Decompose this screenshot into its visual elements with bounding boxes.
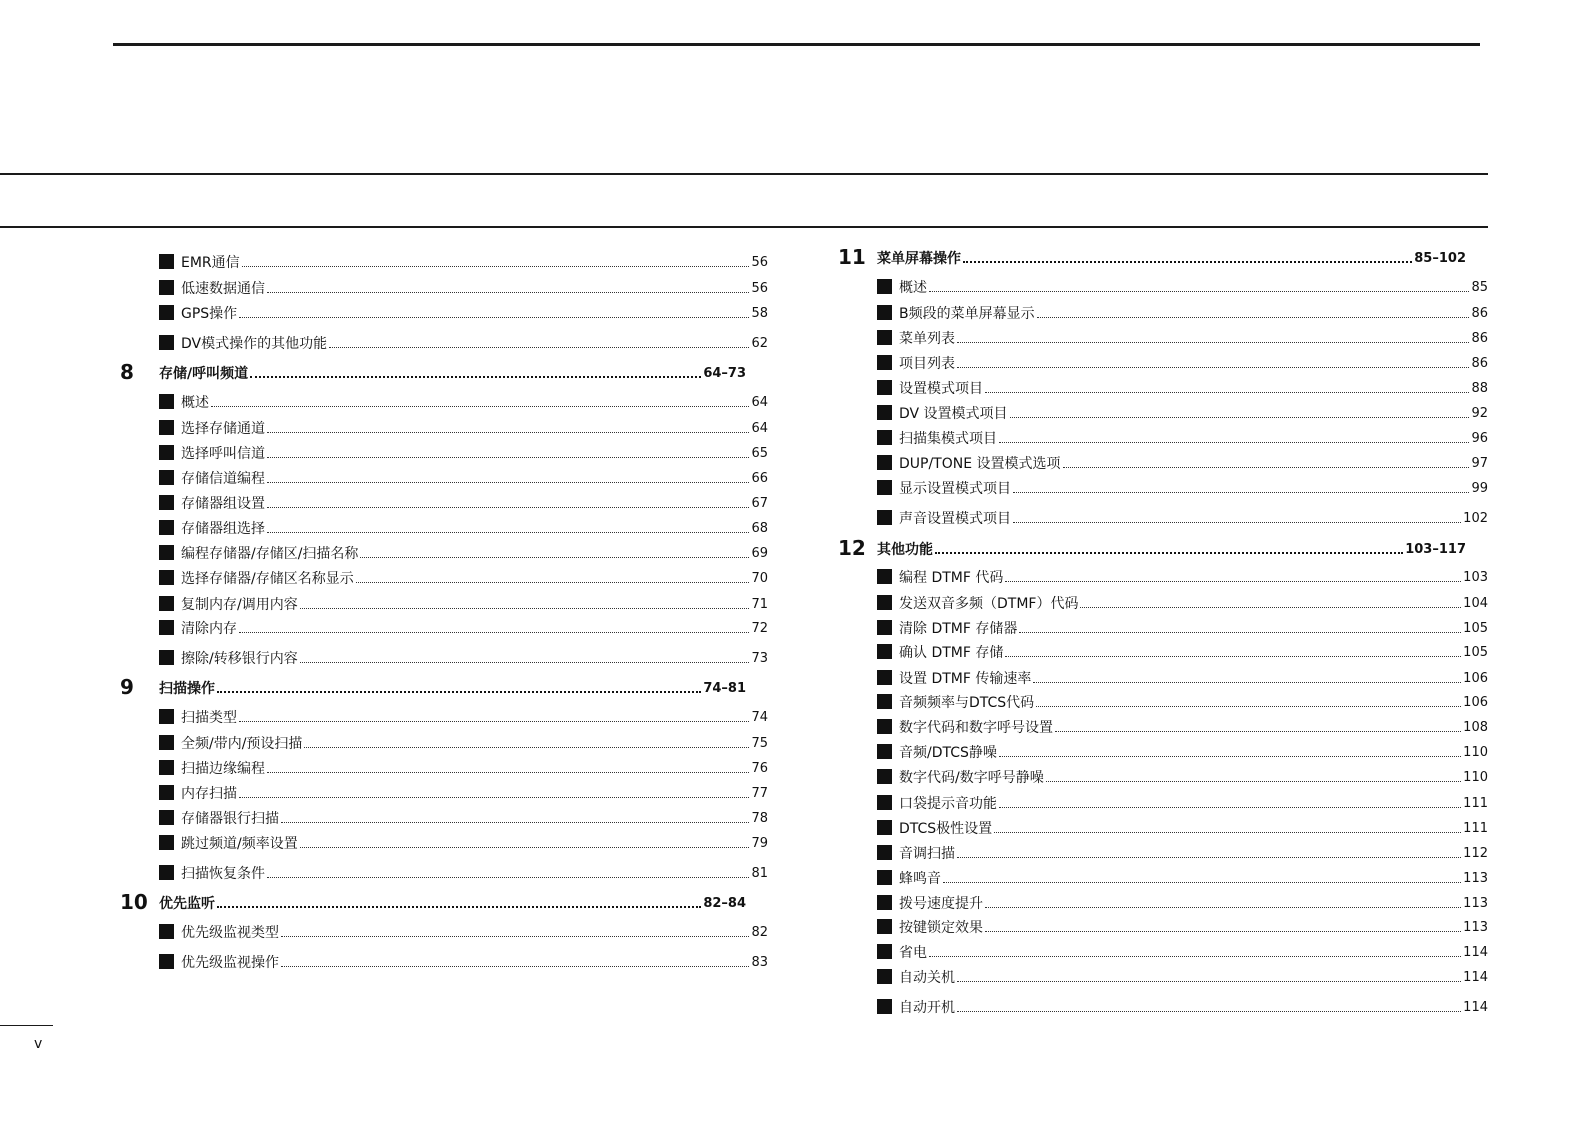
square-bullet-icon <box>877 405 892 420</box>
square-bullet-icon <box>877 845 892 860</box>
toc-entry-row <box>838 917 1488 937</box>
dot-leader <box>267 482 749 483</box>
entry-title: 音频频率与DTCS代码 <box>899 695 1035 711</box>
entry-title: 复制内存/调用内容 <box>181 597 298 613</box>
entry-title: 擦除/转移银行内容 <box>181 651 298 667</box>
square-bullet-icon <box>159 495 174 510</box>
entry-page: 110 <box>1463 745 1488 760</box>
entry-page: 105 <box>1463 645 1488 660</box>
dot-leader <box>943 882 1461 883</box>
entry-page: 104 <box>1463 596 1488 611</box>
square-bullet-icon <box>877 769 892 784</box>
dot-leader <box>1080 607 1461 608</box>
toc-entry-row <box>838 453 1488 473</box>
dot-leader <box>356 582 750 583</box>
toc-entry-row <box>120 618 768 638</box>
dot-leader <box>985 392 1469 393</box>
entry-title: 设置 DTMF 传输速率 <box>899 671 1032 687</box>
square-bullet-icon <box>159 650 174 665</box>
entry-page: 81 <box>751 866 768 881</box>
toc-entry-row <box>838 508 1488 528</box>
entry-page: 72 <box>751 621 768 636</box>
square-bullet-icon <box>159 335 174 350</box>
entry-page: 106 <box>1463 695 1488 710</box>
toc-entry-row <box>838 668 1488 688</box>
dot-leader <box>999 807 1461 808</box>
square-bullet-icon <box>159 596 174 611</box>
entry-page: 85 <box>1471 280 1488 295</box>
entry-title: 数字代码/数字呼号静噪 <box>899 770 1044 786</box>
square-bullet-icon <box>159 810 174 825</box>
dot-leader <box>267 532 749 533</box>
toc-entry-row <box>838 303 1488 323</box>
entry-title: DUP/TONE 设置模式选项 <box>899 456 1061 472</box>
dot-leader <box>1019 632 1461 633</box>
square-bullet-icon <box>877 279 892 294</box>
toc-entry-row <box>120 543 768 563</box>
entry-title: 选择存储器/存储区名称显示 <box>181 571 354 587</box>
entry-title: 按键锁定效果 <box>899 920 983 936</box>
toc-entry-row <box>120 833 768 853</box>
entry-title: 选择呼叫信道 <box>181 446 265 462</box>
entry-title: 数字代码和数字呼号设置 <box>899 720 1053 736</box>
toc-entry-row <box>120 758 768 778</box>
dot-leader <box>239 317 749 318</box>
entry-page: 112 <box>1463 846 1488 861</box>
entry-page: 67 <box>751 496 768 511</box>
entry-title: DV模式操作的其他功能 <box>181 336 328 352</box>
entry-page: 56 <box>751 255 768 270</box>
entry-page: 75 <box>751 736 768 751</box>
dot-leader <box>985 907 1461 908</box>
toc-entry-row <box>838 967 1488 987</box>
entry-title: 存储器组设置 <box>181 496 265 512</box>
entry-title: 音频/DTCS静噪 <box>899 745 997 761</box>
toc-entry-row <box>120 952 768 972</box>
entry-page: 114 <box>1463 1000 1488 1015</box>
entry-page: 71 <box>751 597 768 612</box>
toc-entry-row <box>838 868 1488 888</box>
dot-leader <box>963 261 1412 263</box>
entry-page: 70 <box>751 571 768 586</box>
square-bullet-icon <box>877 919 892 934</box>
dot-leader <box>267 457 749 458</box>
entry-title: 蜂鸣音 <box>899 871 941 887</box>
dot-leader <box>281 936 749 937</box>
entry-title: EMR通信 <box>181 255 240 271</box>
dot-leader <box>957 857 1461 858</box>
dot-leader <box>935 552 1403 554</box>
entry-page: 105 <box>1463 621 1488 636</box>
entry-page: 77 <box>751 786 768 801</box>
square-bullet-icon <box>877 480 892 495</box>
entry-title: 编程 DTMF 代码 <box>899 570 1004 586</box>
dot-leader <box>1010 417 1470 418</box>
dot-leader <box>300 847 750 848</box>
toc-entry-row <box>838 793 1488 813</box>
dot-leader <box>250 376 701 378</box>
dot-leader <box>1063 467 1470 468</box>
toc-entry-row <box>120 418 768 438</box>
entry-title: 编程存储器/存储区/扫描名称 <box>181 546 359 562</box>
dot-leader <box>929 291 1469 292</box>
entry-title: B频段的菜单屏幕显示 <box>899 306 1035 322</box>
toc-chapter-row <box>838 536 1488 560</box>
entry-page: 58 <box>751 306 768 321</box>
entry-page: 79 <box>751 836 768 851</box>
toc-right-column <box>838 0 1488 1040</box>
toc-entry-row <box>120 278 768 298</box>
chapter-number: 8 <box>120 360 134 384</box>
square-bullet-icon <box>877 595 892 610</box>
entry-title: DV 设置模式项目 <box>899 406 1008 422</box>
toc-entry-row <box>120 783 768 803</box>
toc-entry-row <box>120 808 768 828</box>
entry-page: 96 <box>1471 431 1488 446</box>
toc-entry-row <box>838 942 1488 962</box>
square-bullet-icon <box>159 520 174 535</box>
toc-entry-row <box>838 742 1488 762</box>
entry-title: 存储器银行扫描 <box>181 811 279 827</box>
entry-title: 自动关机 <box>899 970 955 986</box>
toc-entry-row <box>838 767 1488 787</box>
entry-page: 83 <box>751 955 768 970</box>
dot-leader <box>267 507 749 508</box>
dot-leader <box>217 906 701 908</box>
entry-title: 全频/带内/预设扫描 <box>181 736 303 752</box>
toc-entry-row <box>120 594 768 614</box>
square-bullet-icon <box>877 644 892 659</box>
chapter-title: 菜单屏幕操作 <box>877 251 961 267</box>
toc-entry-row <box>120 568 768 588</box>
toc-entry-row <box>120 648 768 668</box>
dot-leader <box>281 966 749 967</box>
entry-page: 103 <box>1463 570 1488 585</box>
square-bullet-icon <box>159 924 174 939</box>
entry-page: 114 <box>1463 945 1488 960</box>
toc-entry-row <box>120 863 768 883</box>
entry-title: 概述 <box>181 395 209 411</box>
entry-title: 清除 DTMF 存储器 <box>899 621 1018 637</box>
footer-rule <box>0 1025 53 1026</box>
dot-leader <box>957 1011 1461 1012</box>
chapter-page-range: 82–84 <box>703 896 746 911</box>
entry-page: 86 <box>1471 306 1488 321</box>
dot-leader <box>300 608 750 609</box>
toc-entry-row <box>838 403 1488 423</box>
entry-title: 省电 <box>899 945 927 961</box>
entry-page: 86 <box>1471 356 1488 371</box>
square-bullet-icon <box>877 430 892 445</box>
dot-leader <box>281 822 749 823</box>
entry-page: 64 <box>751 421 768 436</box>
entry-page: 108 <box>1463 720 1488 735</box>
chapter-title: 扫描操作 <box>159 681 215 697</box>
chapter-page-range: 74–81 <box>703 681 746 696</box>
entry-title: 拨号速度提升 <box>899 896 983 912</box>
entry-page: 66 <box>751 471 768 486</box>
square-bullet-icon <box>877 330 892 345</box>
toc-chapter-row <box>120 890 768 914</box>
square-bullet-icon <box>159 735 174 750</box>
entry-page: 111 <box>1463 821 1488 836</box>
square-bullet-icon <box>159 545 174 560</box>
page-number: v <box>34 1036 43 1052</box>
dot-leader <box>999 442 1469 443</box>
entry-page: 78 <box>751 811 768 826</box>
square-bullet-icon <box>877 719 892 734</box>
entry-page: 64 <box>751 395 768 410</box>
chapter-title: 优先监听 <box>159 896 215 912</box>
square-bullet-icon <box>877 620 892 635</box>
entry-page: 82 <box>751 925 768 940</box>
dot-leader <box>1037 317 1470 318</box>
dot-leader <box>239 632 749 633</box>
entry-page: 68 <box>751 521 768 536</box>
entry-title: 存储信道编程 <box>181 471 265 487</box>
entry-page: 56 <box>751 281 768 296</box>
entry-title: 显示设置模式项目 <box>899 481 1011 497</box>
entry-title: 优先级监视操作 <box>181 955 279 971</box>
toc-entry-row <box>838 692 1488 712</box>
toc-entry-row <box>120 333 768 353</box>
entry-page: 74 <box>751 710 768 725</box>
square-bullet-icon <box>159 570 174 585</box>
entry-page: 76 <box>751 761 768 776</box>
square-bullet-icon <box>159 760 174 775</box>
square-bullet-icon <box>159 470 174 485</box>
square-bullet-icon <box>877 510 892 525</box>
square-bullet-icon <box>159 254 174 269</box>
entry-page: 97 <box>1471 456 1488 471</box>
entry-title: 确认 DTMF 存储 <box>899 645 1004 661</box>
toc-left-column <box>120 0 768 1000</box>
square-bullet-icon <box>159 305 174 320</box>
dot-leader <box>957 367 1469 368</box>
square-bullet-icon <box>877 895 892 910</box>
toc-entry-row <box>838 378 1488 398</box>
entry-title: 扫描集模式项目 <box>899 431 997 447</box>
toc-entry-row <box>838 997 1488 1017</box>
dot-leader <box>1013 492 1469 493</box>
entry-page: 73 <box>751 651 768 666</box>
toc-entry-row <box>838 818 1488 838</box>
square-bullet-icon <box>159 280 174 295</box>
dot-leader <box>304 747 749 748</box>
entry-page: 113 <box>1463 871 1488 886</box>
entry-page: 65 <box>751 446 768 461</box>
entry-title: 声音设置模式项目 <box>899 511 1011 527</box>
entry-page: 99 <box>1471 481 1488 496</box>
toc-entry-row <box>120 707 768 727</box>
square-bullet-icon <box>877 744 892 759</box>
chapter-page-range: 64–73 <box>703 366 746 381</box>
toc-entry-row <box>120 922 768 942</box>
dot-leader <box>1005 656 1461 657</box>
toc-entry-row <box>120 733 768 753</box>
entry-title: 扫描恢复条件 <box>181 866 265 882</box>
square-bullet-icon <box>159 394 174 409</box>
entry-title: 菜单列表 <box>899 331 955 347</box>
square-bullet-icon <box>877 870 892 885</box>
entry-title: 内存扫描 <box>181 786 237 802</box>
dot-leader <box>267 432 749 433</box>
chapter-title: 其他功能 <box>877 542 933 558</box>
chapter-number: 9 <box>120 675 134 699</box>
entry-page: 102 <box>1463 511 1488 526</box>
dot-leader <box>985 931 1461 932</box>
square-bullet-icon <box>877 999 892 1014</box>
entry-title: 跳过频道/频率设置 <box>181 836 298 852</box>
chapter-page-range: 103–117 <box>1405 542 1466 557</box>
square-bullet-icon <box>159 785 174 800</box>
toc-entry-row <box>838 277 1488 297</box>
toc-entry-row <box>838 717 1488 737</box>
dot-leader <box>267 772 749 773</box>
dot-leader <box>999 756 1461 757</box>
square-bullet-icon <box>877 305 892 320</box>
toc-entry-row <box>838 428 1488 448</box>
square-bullet-icon <box>877 380 892 395</box>
toc-entry-row <box>120 443 768 463</box>
dot-leader <box>267 292 749 293</box>
square-bullet-icon <box>877 670 892 685</box>
toc-entry-row <box>120 303 768 323</box>
square-bullet-icon <box>877 820 892 835</box>
square-bullet-icon <box>159 954 174 969</box>
entry-title: 设置模式项目 <box>899 381 983 397</box>
entry-title: 自动开机 <box>899 1000 955 1016</box>
toc-entry-row <box>120 493 768 513</box>
dot-leader <box>242 266 750 267</box>
toc-entry-row <box>120 468 768 488</box>
entry-title: 音调扫描 <box>899 846 955 862</box>
toc-entry-row <box>838 843 1488 863</box>
square-bullet-icon <box>159 835 174 850</box>
square-bullet-icon <box>159 865 174 880</box>
dot-leader <box>1055 731 1461 732</box>
square-bullet-icon <box>877 569 892 584</box>
square-bullet-icon <box>877 455 892 470</box>
toc-entry-row <box>838 593 1488 613</box>
entry-page: 88 <box>1471 381 1488 396</box>
dot-leader <box>239 721 749 722</box>
chapter-number: 10 <box>120 890 148 914</box>
toc-entry-row <box>838 893 1488 913</box>
entry-title: 清除内存 <box>181 621 237 637</box>
toc-chapter-row <box>120 675 768 699</box>
chapter-number: 12 <box>838 536 866 560</box>
dot-leader <box>929 956 1461 957</box>
entry-page: 111 <box>1463 796 1488 811</box>
toc-entry-row <box>838 328 1488 348</box>
entry-title: GPS操作 <box>181 306 238 322</box>
entry-title: DTCS极性设置 <box>899 821 993 837</box>
dot-leader <box>329 347 749 348</box>
dot-leader <box>360 557 749 558</box>
chapter-title: 存储/呼叫频道 <box>159 366 249 382</box>
toc-entry-row <box>838 642 1488 662</box>
dot-leader <box>217 691 701 693</box>
dot-leader <box>994 832 1461 833</box>
square-bullet-icon <box>877 969 892 984</box>
entry-page: 113 <box>1463 896 1488 911</box>
entry-page: 110 <box>1463 770 1488 785</box>
dot-leader <box>239 797 749 798</box>
entry-title: 概述 <box>899 280 927 296</box>
dot-leader <box>957 342 1469 343</box>
entry-title: 低速数据通信 <box>181 281 265 297</box>
square-bullet-icon <box>877 795 892 810</box>
dot-leader <box>1033 682 1461 683</box>
entry-page: 62 <box>751 336 768 351</box>
square-bullet-icon <box>877 355 892 370</box>
chapter-page-range: 85–102 <box>1414 251 1466 266</box>
entry-title: 存储器组选择 <box>181 521 265 537</box>
entry-page: 86 <box>1471 331 1488 346</box>
square-bullet-icon <box>877 694 892 709</box>
entry-title: 扫描边缘编程 <box>181 761 265 777</box>
toc-chapter-row <box>120 360 768 384</box>
dot-leader <box>211 406 749 407</box>
dot-leader <box>267 877 749 878</box>
entry-title: 优先级监视类型 <box>181 925 279 941</box>
entry-page: 113 <box>1463 920 1488 935</box>
toc-entry-row <box>838 618 1488 638</box>
entry-title: 扫描类型 <box>181 710 237 726</box>
entry-page: 92 <box>1471 406 1488 421</box>
dot-leader <box>1046 781 1461 782</box>
entry-page: 69 <box>751 546 768 561</box>
toc-entry-row <box>120 392 768 412</box>
square-bullet-icon <box>159 709 174 724</box>
dot-leader <box>1036 706 1461 707</box>
entry-title: 发送双音多频（DTMF）代码 <box>899 596 1079 612</box>
toc-entry-row <box>838 478 1488 498</box>
toc-entry-row <box>838 353 1488 373</box>
toc-entry-row <box>120 252 768 272</box>
dot-leader <box>957 981 1461 982</box>
square-bullet-icon <box>159 620 174 635</box>
square-bullet-icon <box>877 944 892 959</box>
square-bullet-icon <box>159 445 174 460</box>
square-bullet-icon <box>159 420 174 435</box>
dot-leader <box>1013 522 1461 523</box>
chapter-number: 11 <box>838 245 866 269</box>
entry-title: 选择存储通道 <box>181 421 265 437</box>
toc-chapter-row <box>838 245 1488 269</box>
dot-leader <box>1005 581 1461 582</box>
entry-title: 口袋提示音功能 <box>899 796 997 812</box>
entry-page: 114 <box>1463 970 1488 985</box>
entry-page: 106 <box>1463 671 1488 686</box>
toc-entry-row <box>120 518 768 538</box>
entry-title: 项目列表 <box>899 356 955 372</box>
dot-leader <box>300 662 750 663</box>
toc-entry-row <box>838 567 1488 587</box>
